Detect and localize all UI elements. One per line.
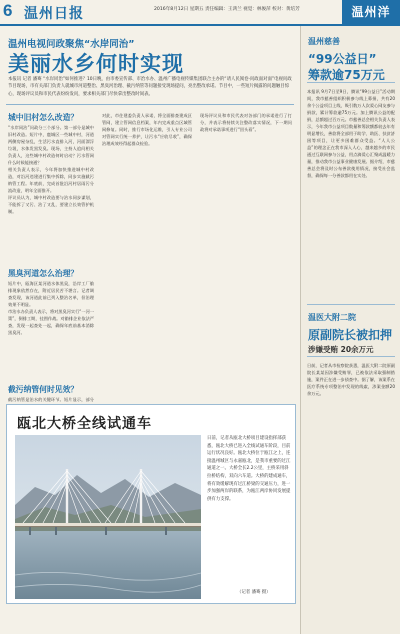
- section-3-paragraph: 现场评议员和市民代表对各部门的承诺进行了打分，并表示将持续关注整改落实情况，下一期问政将对承诺事项进行“回头看”。: [200, 113, 292, 132]
- story1-headline-line2: 筹款逾75万元: [308, 68, 385, 82]
- photo-credit: （记者 潘骞 摄）: [237, 590, 271, 595]
- story2-divider: [307, 356, 395, 357]
- section-1-paragraph: 评议员认为，城中村改造要与治水同步谋划，不能拆了又污、治了又乱，要建立长效管护机制。: [8, 195, 94, 214]
- story1-divider: [307, 82, 395, 83]
- section-subhead-3: 截污纳管何时见效？: [8, 385, 79, 394]
- section-3-paragraph: 对此，市住建委负责人承诺，将全面排查建成区管网，建立管网信息档案，年内完成重点区域管网修复。同时，推行市场化运维，引入专业公司对管网实行统一养护，让污水“应收尽收”，确保治理成效经得起群众检验。: [102, 113, 192, 146]
- lead-divider: [6, 104, 294, 105]
- article-kicker: 温州电视问政聚焦“水岸同治”: [8, 39, 135, 50]
- main-article: [0, 26, 300, 634]
- section-1-paragraph: 相关负责人表示，今年将加快推进城中村改造，对沿河违建进行集中拆除，同步实施截污纳管工程。年底前，完成首批沿河村居雨污分流改造，明年全面推开。: [8, 167, 94, 193]
- story1-body: 本报讯 9月7日至9日，腾讯“99公益日”活动期间，我市慈善组织积极参与线上募捐，共有20余个公益项目上线，吸引数万人次爱心网友参与捐款，累计筹款逾75万元。加上腾讯公益的配捐，总额超过百万元。市慈善总会相关负责人表示，今年我市公益项目数量和筹款额都较去年有明显增长，善款将全部用于助学、助医、扶贫济困等项目，让更多困难群众受益。“人人公益”的理念正在我市深入人心，越来越多的市民通过互联网参与公益，用点滴爱心汇聚成温暖力量，推动我市公益事业健康发展。据介绍，市慈善总会将及时公布善款使用情况，接受社会监督，确保每一分善款都用在实处。: [307, 89, 395, 178]
- story2-headline: 原副院长被扣押: [308, 328, 393, 342]
- story2-kicker: 温医大附二院: [308, 313, 356, 322]
- section-3-paragraph: 截污纳管是治水的关键环节。短片显示，部分: [8, 397, 94, 402]
- section-2-paragraph: 短片中，瓯海区某河道水体黑臭，沿岸工厂偷排现象依然存在，附近居民苦不堪言。记者调查发现，该河道此前已列入整治名单，但治理效果不明显。: [8, 281, 94, 307]
- page-number: 6: [3, 1, 13, 20]
- section-tab[interactable]: 温州洋: [342, 0, 400, 24]
- section-2-paragraph: 市治水办负责人表示，将对黑臭河实行“一河一策”，倒排工期，挂图作战。对偷排企业依法严查，发现一起查处一起，确保年底前基本消除黑臭河。: [8, 309, 94, 335]
- section-subhead-2: 黑臭河道怎么治理？: [8, 269, 79, 278]
- section-3-text-c: [200, 112, 292, 426]
- section-2-text: [8, 280, 94, 380]
- story1-kicker: 温州慈善: [308, 37, 340, 46]
- story-separator: [307, 304, 395, 305]
- story2-body: 日前，记者从市检察院获悉，温医大附二院原副院长某某因涉嫌受贿罪，已被依法采取强制措施，案件正在进一步侦查中。据了解，该案系在医疗系统专项整治中发现的线索，涉案金额20余万元。: [307, 363, 395, 396]
- section-3-text-b: [102, 112, 192, 426]
- section-subhead-1: 城中旧村怎么改造？: [8, 113, 79, 122]
- article-headline: 美丽水乡何时实现: [8, 52, 184, 76]
- photo-news-title: 瓯北大桥全线试通车: [17, 416, 152, 432]
- paper-name: 温州日报: [24, 6, 84, 22]
- story2-subhead: 涉嫌受贿 20余万元: [308, 345, 374, 354]
- article-lead: 本报讯 记者 潘骞 “水岸同治”如何推进？10日晚，由市委宣传部、市治水办、温州广播电视传媒集团联合主办的“请人民阅卷·问政面对面”电视问政节目现场，市有关部门负责人就城市河道整治、黑臭河治理、截污纳管等问题接受现场提问，亮出整改承诺。节目中，一些短片揭露的问题触目惊心，现场评议员和市民代表纷纷发问，要求相关部门尽快拿出整改时间表。: [8, 77, 292, 97]
- masthead: [0, 0, 400, 26]
- bridge-photo: [15, 435, 201, 599]
- section-1-paragraph: “水岸同治”问政分三个部分。第一部分是城中旧村改造。短片中，鹿城区一些城中村，河道两侧房屋杂乱，生活污水直排入河，河面漂浮垃圾，水体发黑发臭。现场，主持人追问相关负责人，这些城中村改造何时启动？污水管网什么时候能接通？: [8, 125, 94, 165]
- photo-caption: 日前，记者从瓯北大桥项目建设指挥部获悉，瓯北大桥已进入全线试通车阶段，目前运行状况良好。瓯北大桥位于瓯江之上，连接温州城区与永嘉瓯北，是我市重要的过江通道之一。大桥全长2.2公里，主桥采用斜拉桥结构，双向六车道。大桥的建成通车，将有效缓解现有过江桥梁的交通压力，进一步加强两岸的联系，为瓯江两岸协同发展提供有力支撑。: [207, 436, 291, 502]
- date-line: 2016年8月12日 星期五 责任编辑：王鸿兰 视觉：林俊萍 校对：黄培芳: [154, 7, 300, 12]
- story1-headline-line1: “99公益日”: [308, 52, 377, 66]
- photo-news-box: [6, 404, 296, 604]
- section-1-text: [8, 124, 94, 264]
- right-column: [300, 26, 400, 634]
